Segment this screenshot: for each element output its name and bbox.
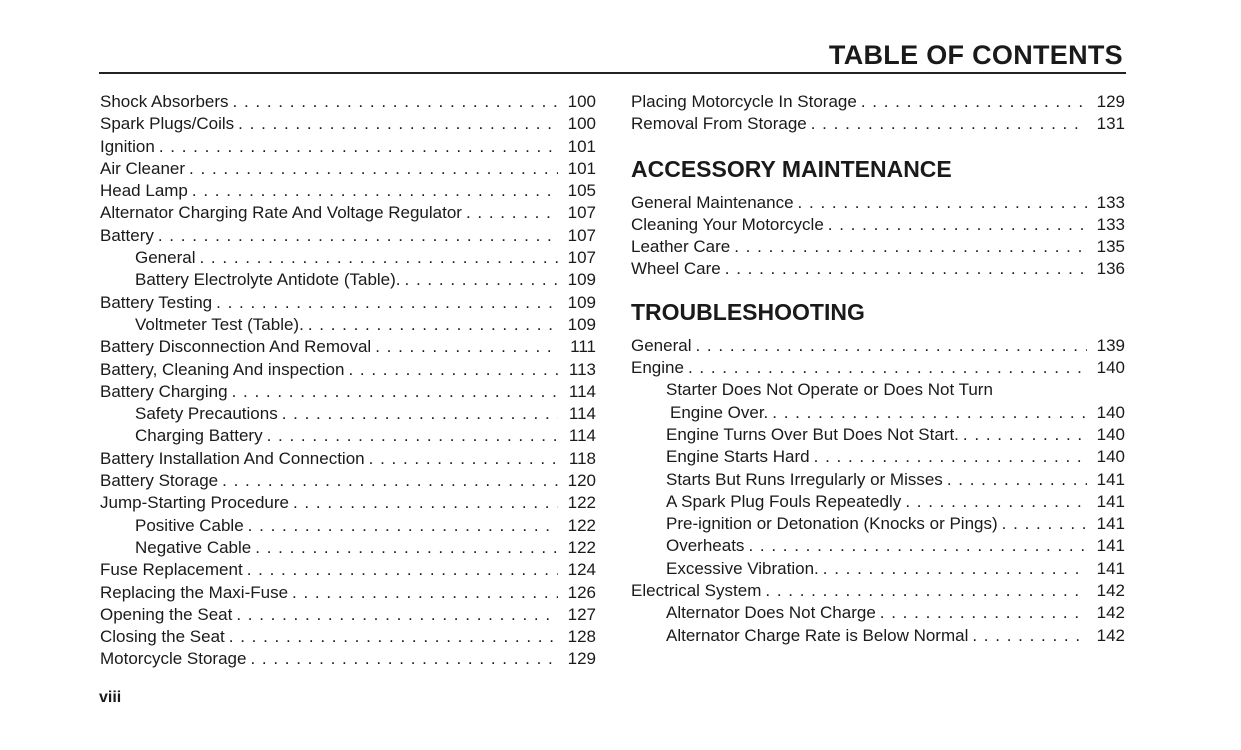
leader-dots — [828, 214, 1087, 236]
toc-entry[interactable] — [100, 359, 596, 381]
leader-dots — [1002, 513, 1087, 535]
leader-dots — [963, 424, 1087, 446]
toc-entry[interactable] — [631, 335, 1125, 357]
toc-entry-label: Closing the Seat — [100, 627, 225, 647]
leader-dots — [199, 247, 558, 269]
leader-dots — [811, 113, 1087, 135]
toc-subentry[interactable] — [631, 402, 1125, 424]
toc-entry-label: Jump-Starting Procedure — [100, 493, 289, 513]
leader-dots — [688, 357, 1087, 379]
toc-entry-label: Opening the Seat — [100, 604, 233, 624]
leader-dots — [765, 580, 1087, 602]
leader-dots — [233, 91, 558, 113]
toc-entry-page: 127 — [567, 604, 596, 624]
toc-entry-label: Ignition — [100, 136, 155, 156]
leader-dots — [405, 269, 558, 291]
toc-entry[interactable] — [631, 192, 1125, 214]
toc-entry-page: 107 — [567, 203, 596, 223]
toc-entry-page: 133 — [1096, 214, 1125, 234]
toc-entry-page: 142 — [1096, 603, 1125, 623]
toc-entry-page: 126 — [567, 582, 596, 602]
leader-dots — [292, 582, 558, 604]
toc-entry-page: 139 — [1096, 335, 1125, 355]
leader-dots — [232, 381, 558, 403]
toc-subentry[interactable] — [631, 424, 1125, 446]
toc-entry[interactable] — [631, 214, 1125, 236]
toc-entry-label: Battery Electrolyte Antidote (Table). — [135, 270, 401, 290]
leader-dots — [293, 492, 558, 514]
toc-entry-page: 141 — [1096, 469, 1125, 489]
toc-entry-label: Charging Battery — [135, 426, 263, 446]
toc-subentry[interactable] — [631, 513, 1125, 535]
toc-entry[interactable] — [100, 336, 596, 358]
toc-entry-label: Alternator Does Not Charge — [666, 603, 876, 623]
leader-dots — [158, 225, 558, 247]
toc-entry-page: 140 — [1096, 402, 1125, 422]
toc-entry-page: 124 — [567, 560, 596, 580]
toc-entry-label: Wheel Care — [631, 259, 721, 279]
toc-entry-page: 111 — [570, 337, 596, 357]
leader-dots — [695, 335, 1087, 357]
toc-entry[interactable] — [100, 470, 596, 492]
toc-entry[interactable] — [631, 91, 1125, 113]
toc-entry[interactable] — [100, 492, 596, 514]
toc-entry-page: 109 — [567, 292, 596, 312]
toc-entry-page: 131 — [1096, 114, 1125, 134]
toc-entry-page: 133 — [1096, 192, 1125, 212]
leader-dots — [369, 448, 558, 470]
toc-entry-page: 114 — [568, 426, 596, 446]
toc-entry-page: 122 — [567, 515, 596, 535]
toc-entry-page: 135 — [1096, 237, 1125, 257]
toc-entry-label: Overheats — [666, 536, 745, 556]
toc-entry-page: 100 — [567, 92, 596, 111]
header-rule — [99, 72, 1126, 74]
toc-subentry[interactable] — [100, 403, 596, 425]
leader-dots — [189, 158, 558, 180]
toc-subentry[interactable] — [100, 537, 596, 559]
toc-entry-page: 136 — [1096, 259, 1125, 279]
leader-dots — [947, 469, 1087, 491]
leader-dots — [905, 491, 1087, 513]
toc-entry-label: Head Lamp — [100, 181, 188, 201]
toc-entry-label: Negative Cable — [135, 537, 252, 557]
leader-dots — [466, 202, 558, 224]
toc-entry-page: 142 — [1096, 581, 1125, 601]
page-number: viii — [99, 689, 122, 706]
leader-dots — [814, 446, 1087, 468]
toc-entry[interactable] — [100, 448, 596, 470]
toc-entry-page: 142 — [1096, 625, 1125, 645]
toc-entry-page: 101 — [567, 136, 596, 156]
toc-entry[interactable] — [631, 258, 1125, 280]
toc-entry-page: 107 — [567, 248, 596, 268]
leader-dots — [255, 537, 558, 559]
toc-entry[interactable] — [100, 113, 596, 135]
toc-entry[interactable] — [100, 381, 596, 403]
leader-dots — [861, 91, 1087, 113]
toc-subentry[interactable] — [631, 491, 1125, 513]
leader-dots — [880, 602, 1087, 624]
toc-entry-page: 100 — [567, 114, 596, 134]
toc-entry-page: 118 — [568, 448, 596, 468]
leader-dots — [229, 626, 558, 648]
toc-entry-label: Spark Plugs/Coils — [100, 114, 235, 134]
leader-dots — [972, 625, 1087, 647]
toc-entry-page: 141 — [1096, 514, 1125, 534]
page-title: TABLE OF CONTENTS — [828, 40, 1123, 70]
leader-dots — [772, 402, 1087, 424]
toc-entry-page: 101 — [567, 158, 596, 178]
toc-entry[interactable] — [631, 580, 1125, 602]
toc-entry-page: 122 — [567, 537, 596, 557]
toc-entry-label: Leather Care — [631, 237, 731, 257]
toc-entry-label: Engine Turns Over But Does Not Start. — [666, 424, 959, 444]
toc-entry-label: Replacing the Maxi-Fuse — [100, 582, 289, 602]
toc-subentry[interactable] — [100, 247, 596, 269]
leader-dots — [748, 535, 1087, 557]
toc-entry-label: Cleaning Your Motorcycle — [631, 214, 824, 234]
leader-dots — [236, 604, 558, 626]
leader-dots — [267, 425, 558, 447]
leader-dots — [798, 192, 1087, 214]
toc-entry[interactable] — [631, 113, 1125, 135]
toc-entry-page: 114 — [568, 381, 596, 401]
toc-entry[interactable] — [100, 91, 596, 113]
toc-entry-page: 114 — [568, 404, 596, 424]
leader-dots — [238, 113, 558, 135]
toc-entry-label: Voltmeter Test (Table). — [135, 314, 304, 334]
toc-entry-page: 105 — [567, 181, 596, 201]
toc-entry-page: 128 — [567, 627, 596, 647]
toc-entry-page: 141 — [1096, 536, 1125, 556]
toc-entry-page: 129 — [1096, 92, 1125, 111]
toc-entry[interactable] — [100, 180, 596, 202]
toc-right-column — [631, 91, 1125, 647]
toc-entry-label: General Maintenance — [631, 192, 794, 212]
toc-entry-label: Electrical System — [631, 581, 762, 601]
leader-dots — [823, 558, 1087, 580]
leader-dots — [348, 359, 558, 381]
leader-dots — [216, 292, 558, 314]
toc-entry-label: Battery — [100, 225, 154, 245]
toc-entry-page: 141 — [1096, 558, 1125, 578]
leader-dots — [725, 258, 1087, 280]
toc-entry[interactable] — [100, 225, 596, 247]
toc-entry-label: Removal From Storage — [631, 114, 807, 134]
toc-entry-label: Positive Cable — [135, 515, 244, 535]
toc-subentry[interactable] — [631, 469, 1125, 491]
toc-entry-label: Battery Storage — [100, 471, 219, 491]
toc-entry-page: 122 — [567, 493, 596, 513]
toc-entry-page: 140 — [1096, 358, 1125, 378]
toc-entry[interactable] — [100, 604, 596, 626]
toc-entry-label: General — [631, 335, 692, 355]
toc-entry[interactable] — [100, 582, 596, 604]
leader-dots — [248, 515, 558, 537]
toc-entry-page: 140 — [1096, 424, 1125, 444]
toc-entry-page: 113 — [568, 359, 596, 379]
leader-dots — [192, 180, 558, 202]
toc-entry-label: Shock Absorbers — [100, 92, 229, 111]
toc-entry-label: Engine — [631, 358, 684, 378]
toc-entry-page: 129 — [567, 649, 596, 669]
toc-entry-label: Air Cleaner — [100, 158, 186, 178]
toc-entry-label: Alternator Charge Rate is Below Normal — [666, 625, 969, 645]
toc-left-column — [100, 91, 596, 671]
toc-subentry[interactable] — [631, 535, 1125, 557]
toc-entry-label: Battery Disconnection And Removal — [100, 337, 372, 357]
toc-entry-label: Excessive Vibration. — [666, 558, 819, 578]
toc-entry[interactable] — [100, 136, 596, 158]
toc-entry[interactable] — [100, 158, 596, 180]
toc-entry-page: 141 — [1096, 491, 1125, 511]
toc-entry-label: Engine Starts Hard — [666, 447, 810, 467]
leader-dots — [247, 559, 558, 581]
toc-entry-label: Alternator Charging Rate And Voltage Regulator — [100, 203, 462, 223]
toc-entry-label: Safety Precautions — [135, 404, 278, 424]
toc-entry-label: Fuse Replacement — [100, 560, 243, 580]
toc-subentry[interactable] — [631, 558, 1125, 580]
toc-entry-label: Motorcycle Storage — [100, 649, 247, 669]
toc-entry-page: 107 — [567, 225, 596, 245]
toc-entry-label: Placing Motorcycle In Storage — [631, 92, 857, 111]
toc-subentry-wrapped-line[interactable]: Starter Does Not Operate or Does Not Turn — [666, 380, 993, 400]
section-heading-accessory: ACCESSORY MAINTENANCE — [631, 155, 952, 182]
toc-entry-label: Starts But Runs Irregularly or Misses — [666, 469, 943, 489]
toc-entry-label: Battery Installation And Connection — [100, 448, 365, 468]
toc-entry-label: Pre-ignition or Detonation (Knocks or Pings) — [666, 514, 998, 534]
toc-entry-label: General — [135, 248, 196, 268]
section-heading-troubleshooting: TROUBLESHOOTING — [631, 298, 865, 325]
toc-entry[interactable] — [100, 648, 596, 670]
toc-subentry[interactable] — [631, 602, 1125, 624]
toc-subentry[interactable] — [631, 625, 1125, 647]
toc-entry-page: 140 — [1096, 447, 1125, 467]
leader-dots — [222, 470, 558, 492]
toc-subentry[interactable] — [100, 515, 596, 537]
toc-entry-page: 109 — [567, 270, 596, 290]
leader-dots — [375, 336, 558, 358]
toc-subentry[interactable] — [100, 314, 596, 336]
leader-dots — [308, 314, 558, 336]
toc-entry-label: Battery, Cleaning And inspection — [100, 359, 345, 379]
toc-subentry[interactable] — [631, 446, 1125, 468]
toc-entry-label: Engine Over. — [670, 402, 769, 422]
toc-entry-label: A Spark Plug Fouls Repeatedly — [666, 491, 902, 511]
toc-entry-page: 109 — [567, 314, 596, 334]
toc-entry[interactable] — [631, 357, 1125, 379]
toc-entry[interactable] — [100, 626, 596, 648]
toc-entry[interactable] — [100, 202, 596, 224]
leader-dots — [734, 236, 1087, 258]
toc-subentry[interactable] — [100, 269, 596, 291]
leader-dots — [250, 648, 558, 670]
toc-subentry[interactable] — [100, 425, 596, 447]
leader-dots — [159, 136, 558, 158]
toc-entry[interactable] — [100, 292, 596, 314]
toc-entry[interactable] — [100, 559, 596, 581]
leader-dots — [282, 403, 558, 425]
toc-entry-page: 120 — [567, 471, 596, 491]
toc-entry-label: Battery Charging — [100, 381, 228, 401]
toc-entry-label: Battery Testing — [100, 292, 213, 312]
toc-entry[interactable] — [631, 236, 1125, 258]
